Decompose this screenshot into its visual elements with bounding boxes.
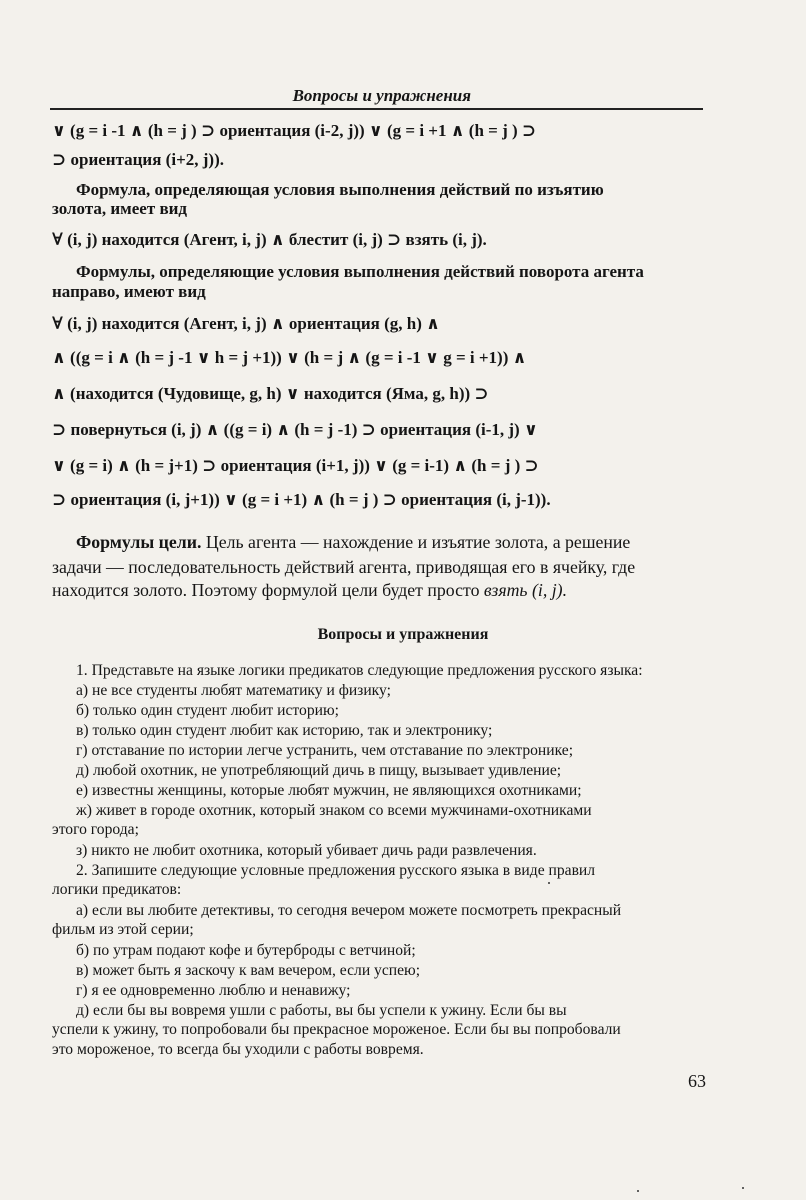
turn-formula-line-2: ∧ ((g = i ∧ (h = j -1 ∨ h = j +1)) ∨ (h = j ∧ (g = i -1 ∨ g = i +1)) ∧ — [52, 348, 527, 367]
exercise-1b: б) только один студент любит историю; — [76, 702, 339, 719]
running-title: Вопросы и упражнения — [292, 86, 471, 105]
turn-formula-line-6: ⊃ ориентация (i, j+1)) ∨ (g = i +1) ∧ (h = j ) ⊃ ориентация (i, j-1)). — [52, 490, 551, 509]
formula-line-top-2: ⊃ ориентация (i+2, j)). — [52, 150, 224, 169]
exercise-2b: б) по утрам подают кофе и бутерброды с ветчиной; — [76, 942, 416, 959]
exercise-1a: а) не все студенты любят математику и физику; — [76, 682, 391, 699]
exercise-2e-cont-1: успели к ужину, то попробовали бы прекрасное мороженое. Если бы вы попробовали — [52, 1021, 621, 1038]
scan-speck — [637, 1190, 639, 1192]
goal-heading: Формулы цели. — [76, 532, 202, 552]
gold-paragraph-line-2: золота, имеет вид — [52, 199, 188, 218]
goal-paragraph-line-1 — [76, 532, 630, 552]
scan-speck — [548, 882, 550, 884]
running-header — [50, 86, 703, 106]
exercise-1h: з) никто не любит охотника, который убивает дичь ради развлечения. — [76, 842, 537, 859]
scan-speck — [742, 1187, 744, 1189]
turn-formula-line-3: ∧ (находится (Чудовище, g, h) ∨ находится (Яма, g, h)) ⊃ — [52, 384, 489, 403]
page-number: 63 — [688, 1071, 706, 1091]
exercise-2-intro: 2. Запишите следующие условные предложения русского языка в виде правил — [76, 862, 596, 879]
turn-formula-line-1: ∀ (i, j) находится (Агент, i, j) ∧ ориентация (g, h) ∧ — [52, 314, 440, 333]
gold-paragraph-line-1: Формула, определяющая условия выполнения действий по изъятию — [76, 180, 604, 199]
exercise-2a-cont: фильм из этой серии; — [52, 921, 194, 938]
turn-paragraph-line-2: направо, имеют вид — [52, 282, 206, 301]
exercise-2-intro-cont: логики предикатов: — [52, 881, 182, 898]
formula-line-top-1: ∨ (g = i -1 ∧ (h = j ) ⊃ ориентация (i-2, j)) ∨ (g = i +1 ∧ (h = j ) ⊃ — [52, 121, 537, 140]
exercise-2d: г) я ее одновременно люблю и ненавижу; — [76, 982, 351, 999]
goal-paragraph-line-2: задачи — последовательность действий агента, приводящая его в ячейку, где — [52, 557, 636, 577]
turn-formula-line-4: ⊃ повернуться (i, j) ∧ ((g = i) ∧ (h = j -1) ⊃ ориентация (i-1, j) ∨ — [52, 420, 538, 439]
turn-formula-line-5: ∨ (g = i) ∧ (h = j+1) ⊃ ориентация (i+1, j)) ∨ (g = i-1) ∧ (h = j ) ⊃ — [52, 456, 539, 475]
goal-formula: взять (i, j). — [483, 580, 568, 600]
exercise-1d: г) отставание по истории легче устранить, чем отставание по электронике; — [76, 742, 574, 759]
turn-paragraph-line-1: Формулы, определяющие условия выполнения действий поворота агента — [76, 262, 644, 281]
exercise-2e: д) если бы вы вовремя ушли с работы, вы бы успели к ужину. Если бы вы — [76, 1002, 567, 1019]
goal-paragraph-line-3 — [52, 580, 567, 600]
exercise-1g: ж) живет в городе охотник, который знаком со всеми мужчинами-охотниками — [76, 802, 592, 819]
exercise-2e-cont-2: это мороженое, то всегда бы уходили с работы вовремя. — [52, 1041, 424, 1058]
goal-text-1: Цель агента — нахождение и изъятие золота, а решение — [201, 532, 631, 552]
header-rule — [50, 108, 703, 110]
exercise-2a: а) если вы любите детективы, то сегодня вечером можете посмотреть прекрасный — [76, 902, 622, 919]
exercise-1e: д) любой охотник, не употребляющий дичь в пищу, вызывает удивление; — [76, 762, 562, 779]
section-title: Вопросы и упражнения — [317, 626, 489, 643]
exercise-1f: е) известны женщины, которые любят мужчин, не являющихся охотниками; — [76, 782, 582, 799]
exercise-1g-cont: этого города; — [52, 821, 139, 838]
gold-formula: ∀ (i, j) находится (Агент, i, j) ∧ блестит (i, j) ⊃ взять (i, j). — [52, 230, 487, 249]
exercise-2c: в) может быть я заскочу к вам вечером, если успею; — [76, 962, 421, 979]
exercise-1c: в) только один студент любит как историю, так и электронику; — [76, 722, 493, 739]
goal-text-3: находится золото. Поэтому формулой цели будет просто — [52, 580, 484, 600]
exercise-1-intro: 1. Представьте на языке логики предикатов следующие предложения русского языка: — [76, 662, 643, 679]
